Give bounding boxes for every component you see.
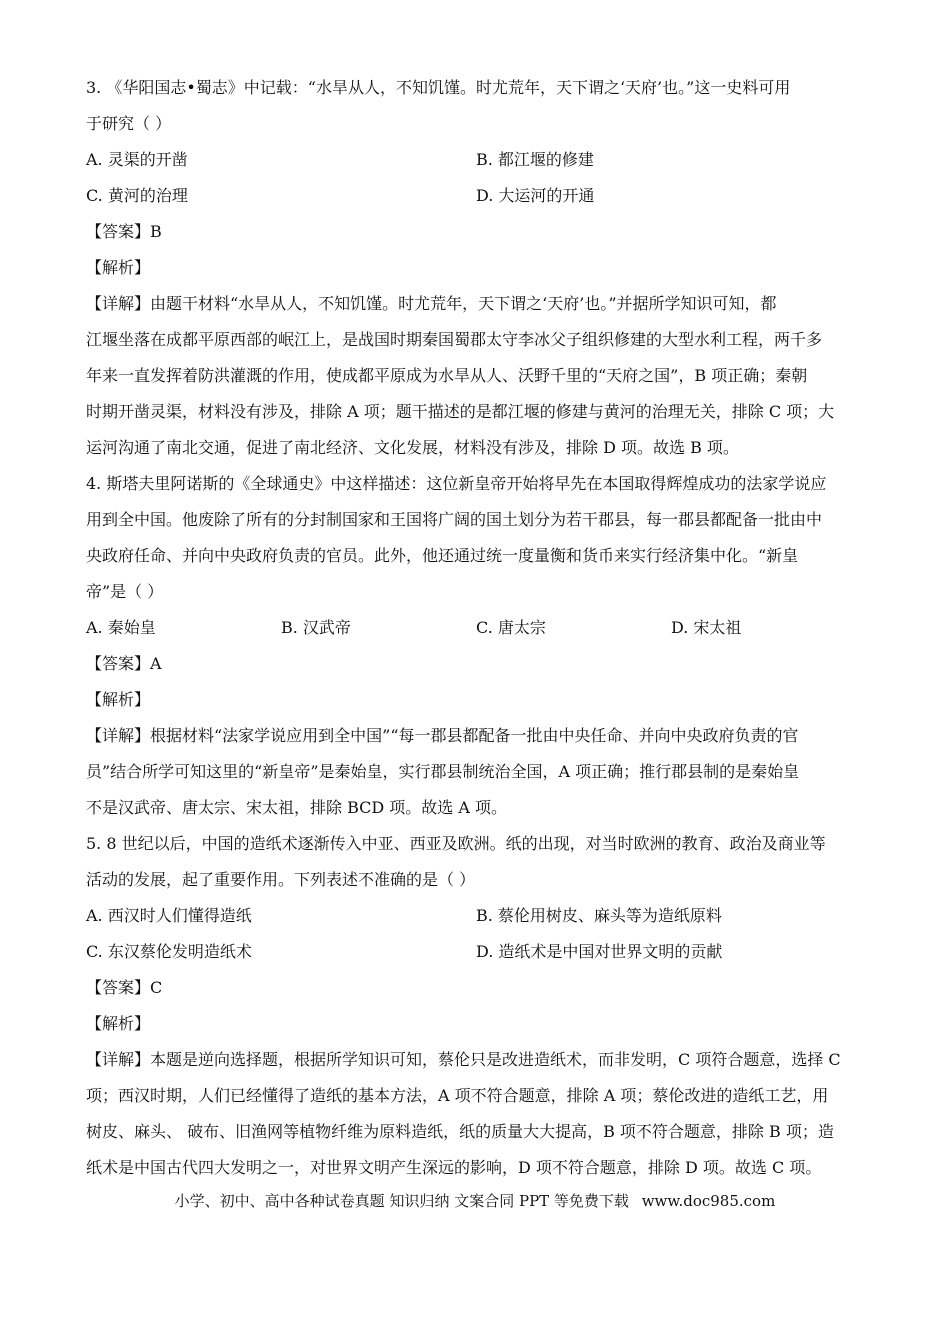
- footer-url: www.doc985.com: [641, 1192, 776, 1210]
- question-3-answer: 【答案】B: [86, 222, 162, 241]
- question-5: [86, 826, 868, 1186]
- question-5-answer: 【答案】C: [86, 978, 163, 997]
- question-4-option-c: C. 唐太宗: [476, 618, 546, 637]
- question-5-option-b: B. 蔡伦用树皮、麻头等为造纸原料: [476, 906, 722, 925]
- question-5-analysis-heading: 【解析】: [86, 1014, 151, 1033]
- question-4-stem-line-3: 央政府任命、并向中央政府负责的官员。此外，他还通过统一度量衡和货币来实行经济集中化。“新皇: [86, 546, 799, 565]
- question-5-detail-line-4: 纸术是中国古代四大发明之一，对世界文明产生深远的影响，D 项不符合题意，排除 D 项。故选 C 项。: [86, 1158, 822, 1177]
- question-4-detail-line-1: 【详解】根据材料“法家学说应用到全中国”“每一郡县都配备一批由中央任命、并向中央政府负责的官: [86, 726, 799, 745]
- question-5-options-row-2: [86, 934, 868, 970]
- question-3-detail-line-2: 江堰坐落在成都平原西部的岷江上，是战国时期秦国蜀郡太守李冰父子组织修建的大型水利工程，两千多: [86, 330, 823, 349]
- page-footer: [0, 1186, 950, 1216]
- question-4-stem-line-4: 帝”是（ ）: [86, 582, 164, 601]
- question-5-option-a: A. 西汉时人们懂得造纸: [86, 906, 252, 925]
- question-5-stem-line-1: 5. 8 世纪以后，中国的造纸术逐渐传入中亚、西亚及欧洲。纸的出现，对当时欧洲的教育、政治及商业等: [86, 834, 826, 853]
- question-3-option-c: C. 黄河的治理: [86, 186, 188, 205]
- question-4-stem-line-2: 用到全中国。他废除了所有的分封制国家和王国将广阔的国土划分为若干郡县，每一郡县都配备一批由中: [86, 510, 823, 529]
- question-3-option-b: B. 都江堰的修建: [476, 150, 594, 169]
- question-3-option-a: A. 灵渠的开凿: [86, 150, 188, 169]
- question-3-options-row-2: [86, 178, 868, 214]
- question-4-detail-line-2: 员”结合所学可知这里的“新皇帝”是秦始皇，实行郡县制统治全国，A 项正确；推行郡县制的是秦始皇: [86, 762, 800, 781]
- question-3-detail-line-4: 时期开凿灵渠，材料没有涉及，排除 A 项；题干描述的是都江堰的修建与黄河的治理无关，排除 C 项；大: [86, 402, 835, 421]
- question-3-option-d: D. 大运河的开通: [476, 186, 595, 205]
- question-5-options-row-1: [86, 898, 868, 934]
- question-5-option-c: C. 东汉蔡伦发明造纸术: [86, 942, 252, 961]
- question-5-option-d: D. 造纸术是中国对世界文明的贡献: [476, 942, 723, 961]
- question-3-detail-line-3: 年来一直发挥着防洪灌溉的作用，使成都平原成为水旱从人、沃野千里的“天府之国”，B 项正确；秦朝: [86, 366, 808, 385]
- question-5-stem-line-2: 活动的发展，起了重要作用。下列表述不准确的是（ ）: [86, 870, 476, 889]
- question-3-detail-line-5: 运河沟通了南北交通，促进了南北经济、文化发展，材料没有涉及，排除 D 项。故选 B 项。: [86, 438, 739, 457]
- question-3-stem-line-1: 3. 《华阳国志•蜀志》中记载：“水旱从人，不知饥馑。时尤荒年，天下谓之‘天府’也。”这一史料可用: [86, 78, 791, 97]
- question-3: [86, 70, 868, 466]
- question-3-analysis-heading: 【解析】: [86, 258, 151, 277]
- question-5-detail-line-1: 【详解】本题是逆向选择题，根据所学知识可知，蔡伦只是改进造纸术，而非发明，C 项符合题意，选择 C: [86, 1050, 841, 1069]
- footer-text: 小学、初中、高中各种试卷真题 知识归纳 文案合同 PPT 等免费下载: [174, 1192, 629, 1210]
- document-body: [86, 70, 868, 1186]
- question-4-option-b: B. 汉武帝: [281, 618, 351, 637]
- question-4-stem-line-1: 4. 斯塔夫里阿诺斯的《全球通史》中这样描述：这位新皇帝开始将早先在本国取得辉煌成功的法家学说应: [86, 474, 827, 493]
- question-3-detail-line-1: 【详解】由题干材料“水旱从人，不知饥馑。时尤荒年，天下谓之‘天府’也。”并据所学知识可知，都: [86, 294, 777, 313]
- question-3-options-row-1: [86, 142, 868, 178]
- question-5-detail-line-3: 树皮、麻头、 破布、旧渔网等植物纤维为原料造纸，纸的质量大大提高，B 项不符合题意，排除 B 项；造: [86, 1122, 834, 1141]
- question-4-option-a: A. 秦始皇: [86, 618, 156, 637]
- question-4: [86, 466, 868, 826]
- question-4-option-d: D. 宋太祖: [671, 618, 742, 637]
- question-4-answer: 【答案】A: [86, 654, 162, 673]
- question-4-detail-line-3: 不是汉武帝、唐太宗、宋太祖，排除 BCD 项。故选 A 项。: [86, 798, 508, 817]
- question-5-detail-line-2: 项；西汉时期，人们已经懂得了造纸的基本方法，A 项不符合题意，排除 A 项；蔡伦改进的造纸工艺，用: [86, 1086, 829, 1105]
- question-4-analysis-heading: 【解析】: [86, 690, 151, 709]
- question-3-stem-line-2: 于研究（ ）: [86, 114, 172, 133]
- question-4-options-row: [86, 610, 868, 646]
